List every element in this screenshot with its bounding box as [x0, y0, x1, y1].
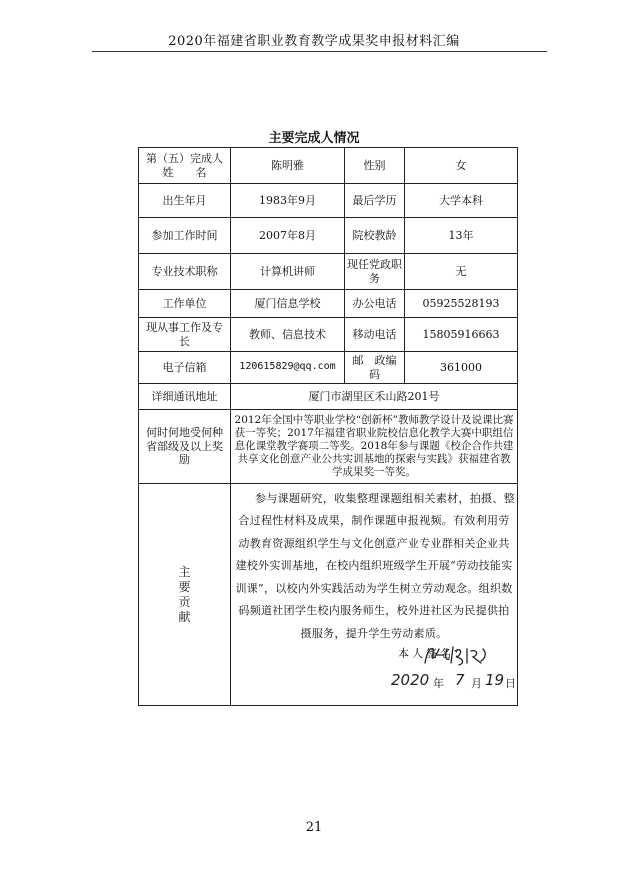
form-title: 主要完成人情况 — [268, 131, 360, 146]
work-start-value: 2007年8月 — [231, 218, 345, 254]
name-value: 陈明雅 — [231, 148, 345, 184]
date-year: 2020 — [391, 671, 430, 690]
gender-label: 性别 — [345, 148, 405, 184]
date-year-unit: 年 — [433, 677, 444, 691]
postcode-label: 邮 政编 码 — [345, 352, 405, 384]
email-label: 电子信箱 — [139, 352, 231, 384]
personnel-form-table — [138, 147, 518, 706]
mobile-label: 移动电话 — [345, 318, 405, 352]
office-phone-value: 05925528193 — [405, 290, 518, 318]
date-row — [233, 673, 515, 701]
party-position-label: 现任党政职务 — [345, 254, 405, 290]
signature-label: 本人签名： — [398, 647, 468, 661]
contribution-body — [231, 484, 518, 706]
postcode-value: 361000 — [405, 352, 518, 384]
contribution-label-char: 主 — [178, 564, 191, 579]
birth-label: 出生年月 — [139, 184, 231, 218]
awards-label: 何时何地受何种省部级及以上奖励 — [139, 410, 231, 484]
work-unit-value: 厦门信息学校 — [231, 290, 345, 318]
school-age-label: 院校教龄 — [345, 218, 405, 254]
professional-title-label: 专业技术职称 — [139, 254, 231, 290]
contribution-label — [139, 484, 231, 706]
school-age-value: 13年 — [405, 218, 518, 254]
current-work-value: 教师、信息技术 — [231, 318, 345, 352]
gender-value: 女 — [405, 148, 518, 184]
contribution-label-char: 献 — [178, 609, 191, 624]
handwritten-signature — [421, 643, 491, 669]
address-label: 详细通讯地址 — [139, 384, 231, 410]
signature-row — [233, 647, 515, 673]
header-divider — [92, 51, 547, 52]
page-number: 21 — [305, 820, 323, 835]
email-value: 120615829@qq.com — [231, 352, 345, 384]
mobile-value: 15805916663 — [405, 318, 518, 352]
date-month: 7 — [455, 671, 465, 690]
education-value: 大学本科 — [405, 184, 518, 218]
contribution-text: 参与课题研究，收集整理课题组相关素材，拍摄、整合过程性材料及成果，制作课题申报视频。有效利用劳动教育资源组织学生与文化创意产业专业群相关企业共建校外实训基地，在校内组织班级学生开展“劳动技能实训课”，以校内外实践活动为学生树立劳动观念。组织数码频道社团学生校内服务师生，校外进社区为民提供拍摄服务，提升学生劳动素质。 — [235, 491, 515, 640]
party-position-value: 无 — [405, 254, 518, 290]
office-phone-label: 办公电话 — [345, 290, 405, 318]
date-day-unit: 日 — [505, 677, 516, 691]
date-month-unit: 月 — [471, 677, 482, 691]
birth-value: 1983年9月 — [231, 184, 345, 218]
professional-title-value: 计算机讲师 — [231, 254, 345, 290]
date-day: 19 — [485, 671, 505, 690]
work-start-label: 参加工作时间 — [139, 218, 231, 254]
education-label: 最后学历 — [345, 184, 405, 218]
address-value: 厦门市湖里区禾山路201号 — [231, 384, 518, 410]
awards-value: 2012年全国中等职业学校“创新杯”教师教学设计及说课比赛获一等奖；2017年福建省职业院校信息化教学大赛中职组信息化课堂教学赛项二等奖。2018年参与课题《校企合作共建共享文化创意产业公共实训基地的探索与实践》获福建省教学成果奖一等奖。 — [231, 410, 518, 484]
name-label: 第（五）完成人姓 名 — [139, 148, 231, 184]
current-work-label: 现从事工作及专长 — [139, 318, 231, 352]
work-unit-label: 工作单位 — [139, 290, 231, 318]
contribution-label-char: 要 — [178, 579, 191, 594]
contribution-label-char: 贡 — [178, 594, 191, 609]
page-header: 2020年福建省职业教育教学成果奖申报材料汇编 — [168, 34, 460, 49]
